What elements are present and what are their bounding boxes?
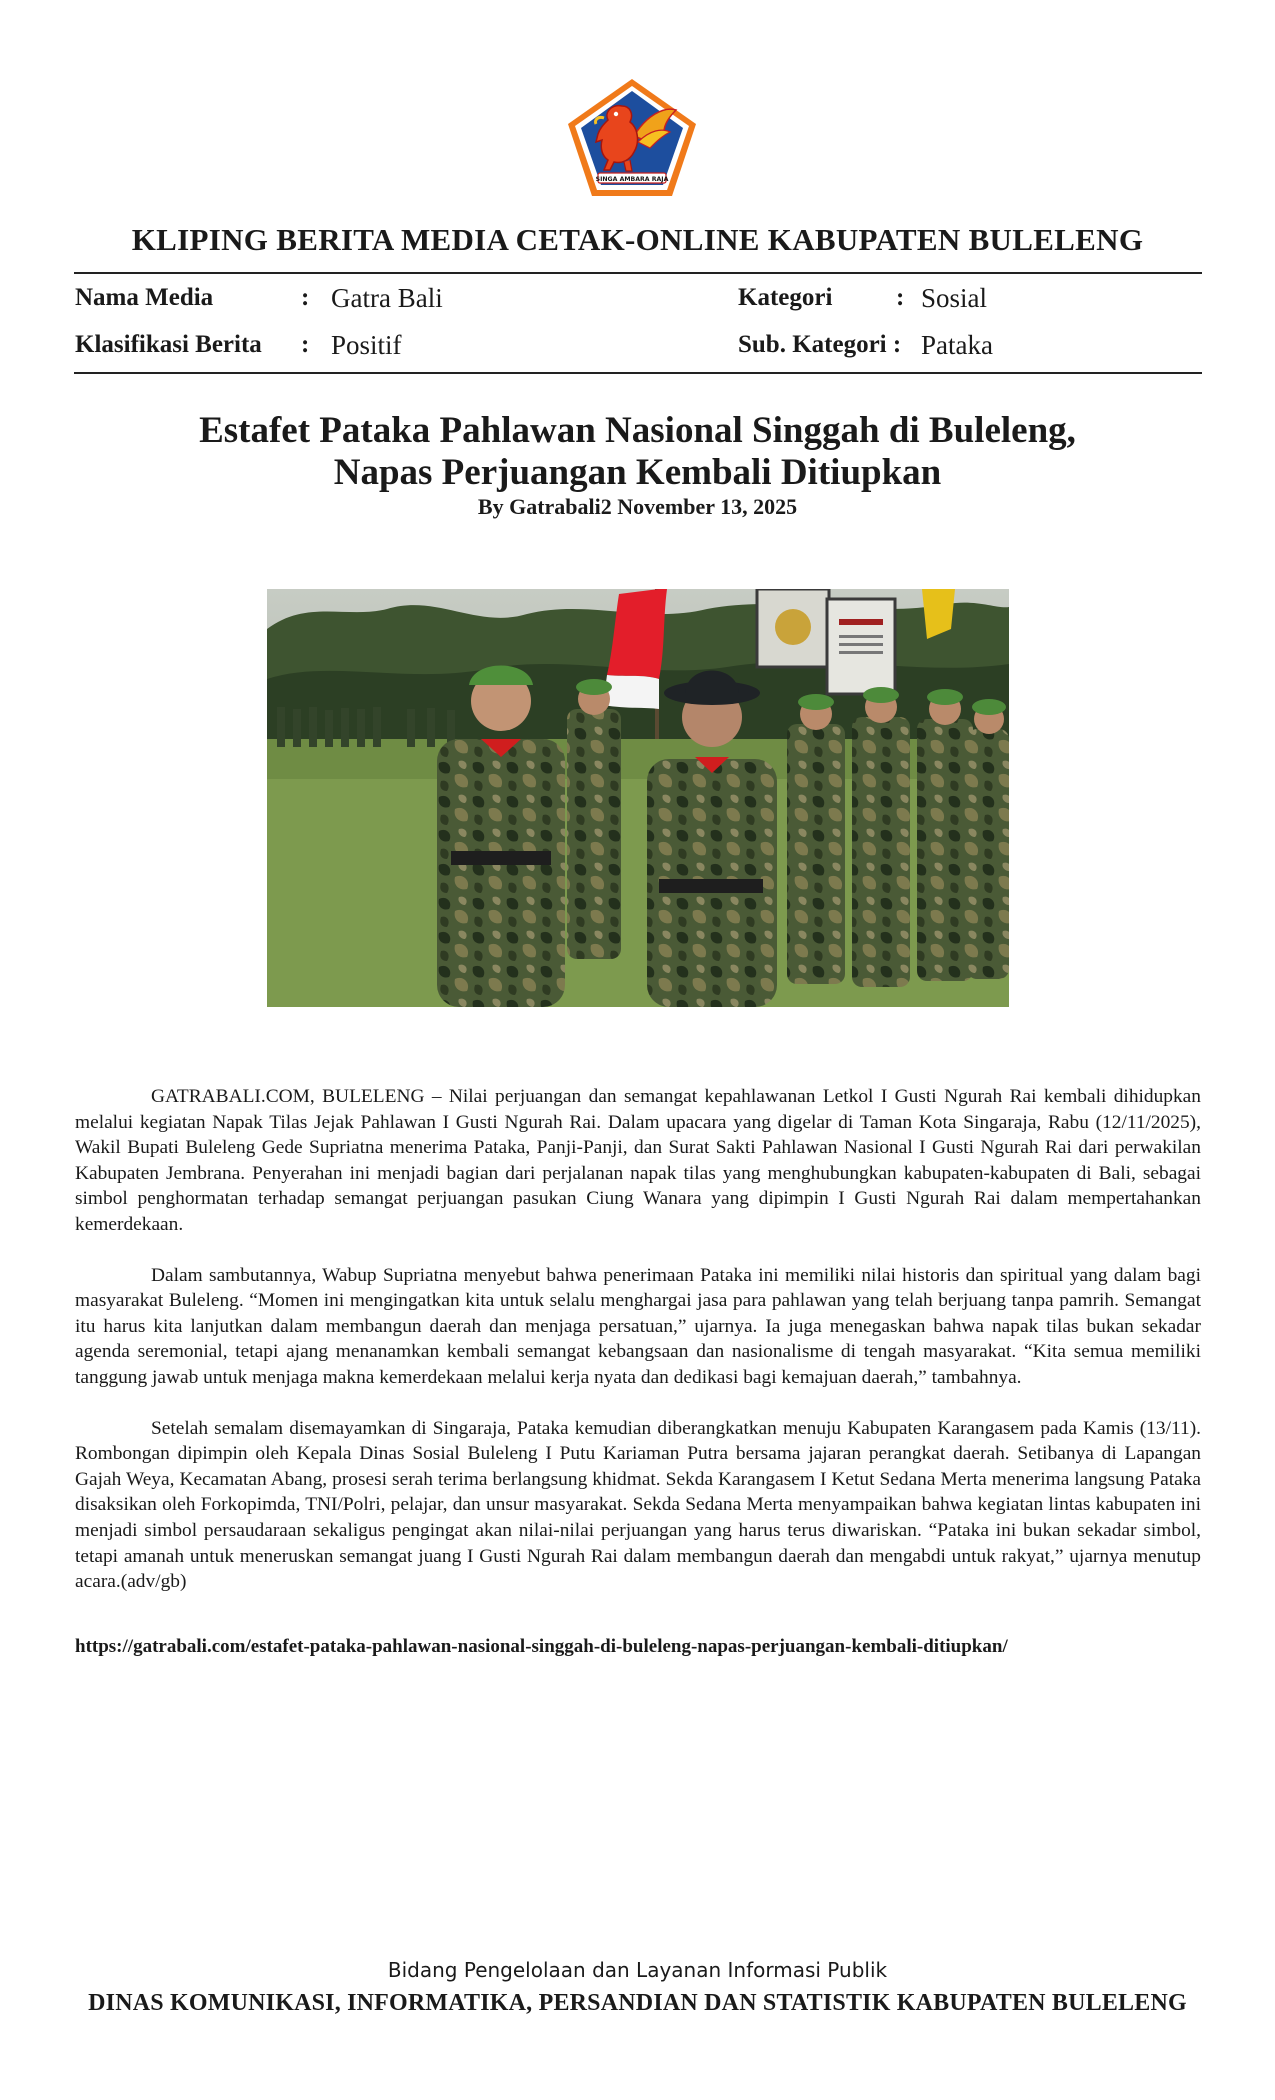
document-header-title: KLIPING BERITA MEDIA CETAK-ONLINE KABUPATEN BULELENG [131,222,1144,257]
subcategory-label: Sub. Kategori : [738,331,902,358]
media-name-value: Gatra Bali [331,283,443,313]
classification-label: Klasifikasi Berita [75,331,262,358]
media-name-colon: : [301,284,310,311]
article-headline-line1: Estafet Pataka Pahlawan Nasional Singgah di Buleleng, [199,410,1076,451]
article-source-url: https://gatrabali.com/estafet-pataka-pahlawan-nasional-singgah-di-buleleng-napas-perjuangan-kembali-ditiupkan/ [75,1636,1008,1657]
category-value: Sosial [921,283,988,313]
subcategory-value: Pataka [921,330,993,360]
footer-department: Bidang Pengelolaan dan Layanan Informasi Publik [387,1958,888,1982]
article-body [75,1084,1201,1620]
classification-colon: : [301,331,310,358]
header-divider-top [74,272,1202,274]
buleleng-emblem-logo [564,76,700,200]
media-name-label: Nama Media [75,284,214,311]
article-photo-parade [267,589,1009,1007]
article-paragraph-2: Dalam sambutannya, Wabup Supriatna menyebut bahwa penerimaan Pataka ini memiliki nilai historis dan spiritual yang dalam bagi masyarakat Buleleng. “Momen ini mengingatkan kita untuk selalu menghargai jasa para pahlawan yang telah berjuang tanpa pamrih. Semangat itu harus kita lanjutkan dalam membangun daerah dan menjaga persatuan,” ujarnya. Ia juga menegaskan bahwa napak tilas bukan sekadar agenda seremonial, tetapi ajang menanamkan kembali semangat kebangsaan dan nasionalisme di tengah masyarakat. “Kita semua memiliki tanggung jawab untuk menjaga makna kemerdekaan melalui kerja nyata dan dedikasi bagi kemajuan daerah,” tambahnya. [75,1264,1201,1388]
footer-agency: DINAS KOMUNIKASI, INFORMATIKA, PERSANDIAN DAN STATISTIK KABUPATEN BULELENG [88,1990,1187,2016]
article-byline: By Gatrabali2 November 13, 2025 [477,494,798,519]
article-paragraph-1: GATRABALI.COM, BULELENG – Nilai perjuangan dan semangat kepahlawanan Letkol I Gusti Ngurah Rai kembali dihidupkan melalui kegiatan Napak Tilas Jejak Pahlawan I Gusti Ngurah Rai. Dalam upacara yang digelar di Taman Kota Singaraja, Rabu (12/11/2025), Wakil Bupati Buleleng Gede Supriatna menerima Pataka, Panji-Panji, dan Surat Sakti Pahlawan Nasional I Gusti Ngurah Rai dari perwakilan Kabupaten Jembrana. Penyerahan ini menjadi bagian dari perjalanan napak tilas yang menghubungkan kabupaten-kabupaten di Bali, sebagai simbol penghormatan terhadap semangat perjuangan pasukan Ciung Wanara yang dipimpin I Gusti Ngurah Rai dalam mempertahankan kemerdekaan. [75,1086,1201,1235]
header-divider-bottom [74,372,1202,374]
article-paragraph-3: Setelah semalam disemayamkan di Singaraja, Pataka kemudian diberangkatkan menuju Kabupaten Karangasem pada Kamis (13/11). Rombongan dipimpin oleh Kepala Dinas Sosial Buleleng I Putu Kariaman Putra bersama jajaran perangkat daerah. Setibanya di Lapangan Gajah Weya, Kecamatan Abang, prosesi serah terima berlangsung khidmat. Sekda Karangasem I Ketut Sedana Merta menerima langsung Pataka disaksikan oleh Forkopimda, TNI/Polri, pelajar, dan unsur masyarakat. Sekda Sedana Merta menyampaikan bahwa kegiatan lintas kabupaten ini menjadi simbol persaudaraan sekaligus pengingat akan nilai-nilai perjuangan yang harus terus diwariskan. “Pataka ini bukan sekadar simbol, tetapi amanah untuk meneruskan semangat juang I Gusti Ngurah Rai dalam membangun daerah dan mengabdi untuk rakyat,” ujarnya menutup acara.(adv/gb) [75,1417,1201,1593]
logo-motto: SINGA AMBARA RAJA [595,176,669,183]
category-colon: : [896,284,905,311]
article-headline-line2: Napas Perjuangan Kembali Ditiupkan [333,452,942,493]
classification-value: Positif [331,330,402,360]
category-label: Kategori [738,284,833,311]
